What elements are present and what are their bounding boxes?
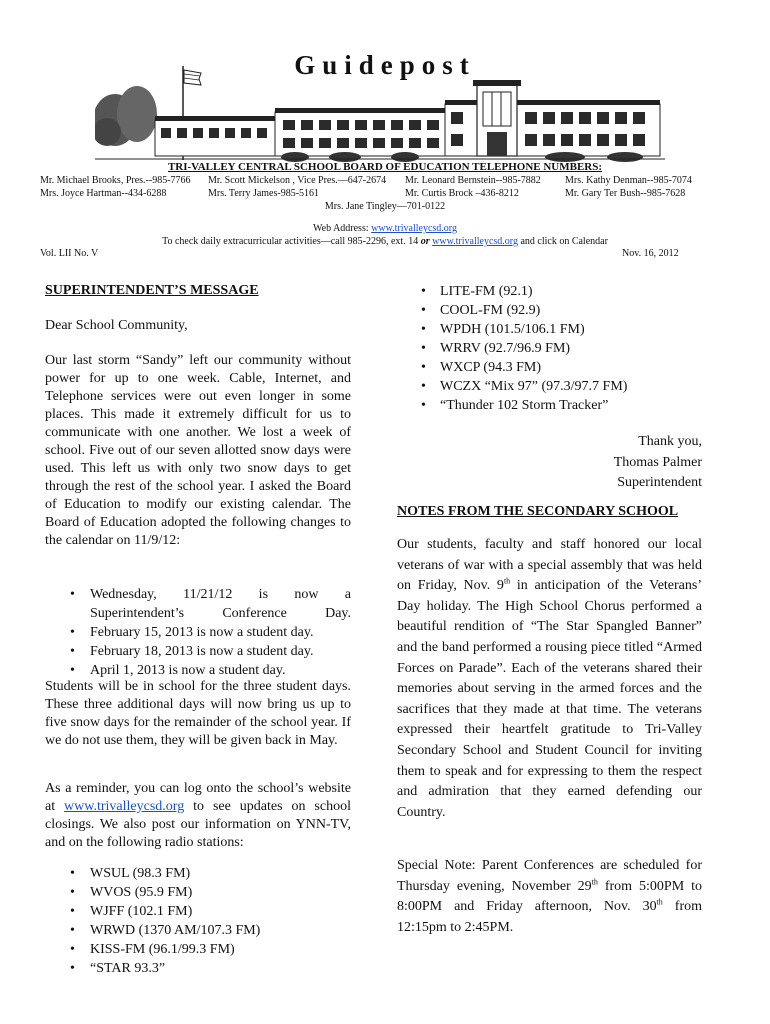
reminder-text-end: to see updates on school closings. We also post our information on YNN-TV, and on the following radio stations: <box>45 799 351 850</box>
radio-stations-list-left <box>45 864 351 978</box>
board-member: Mrs. Jane Tingley—701-0122 <box>324 201 446 212</box>
board-phone-heading: TRI-VALLEY CENTRAL SCHOOL BOARD OF EDUCATION TELEPHONE NUMBERS: <box>167 161 603 173</box>
conference-text-end: from 12:15pm to 2:45PM. <box>397 899 702 935</box>
station-name: WCZX “Mix 97” (97.3/97.7 FM) <box>440 379 628 394</box>
board-member: Mrs. Kathy Denman--985-7074 <box>565 175 692 186</box>
storm-paragraph: Our last storm “Sandy” left our community without power for up to one week. Cable, Internet, and Telephone services were out even longer in some places. This made it extremely difficult for us to communicate with one another. We lost a week of school. Five out of our seven allotted snow days were used. This left us with only two snow days to get through the rest of the school year. I asked the Board of Education to modify our existing calendar. The Board of Education adopted the following changes to the calendar on 11/9/12: <box>45 353 351 548</box>
board-member: Mr. Scott Mickelson , Vice Pres.—647-2674 <box>208 175 387 186</box>
list-item-text: February 15, 2013 is now a student day. <box>90 625 314 640</box>
school-building-with-flag-illustration <box>95 62 665 162</box>
newsletter-title: Guidepost <box>294 50 476 80</box>
ordinal-suffix: th <box>503 576 511 586</box>
conferences-paragraph <box>397 856 702 938</box>
list-item-text: February 18, 2013 is now a student day. <box>90 644 314 659</box>
station-name: “Thunder 102 Storm Tracker” <box>440 398 609 413</box>
website-link[interactable]: www.trivalleycsd.org <box>371 223 457 234</box>
ordinal-suffix: th <box>591 876 598 886</box>
closing: Thank you, <box>638 434 702 449</box>
greeting: Dear School Community, <box>45 318 188 333</box>
station-name: WPDH (101.5/106.1 FM) <box>440 322 585 337</box>
radio-stations-list-right <box>398 282 718 415</box>
snow-days-paragraph: Students will be in school for the three student days. These three additional days will now bring us up to five snow days for the remainder of the school year. If we do not use them, they will be given back in May. <box>45 679 351 748</box>
reminder-paragraph <box>45 780 351 852</box>
veterans-text: Our students, faculty and staff honored our local veterans of war with a special assembly that was held on Friday, Nov. 9 <box>397 537 702 594</box>
list-item-text: April 1, 2013 is now a student day. <box>90 663 286 678</box>
calendar-line <box>0 236 770 247</box>
calendar-suffix: and click on Calendar <box>517 236 608 247</box>
list-item <box>45 940 351 959</box>
board-member: Mr. Michael Brooks, Pres.--985-7766 <box>40 175 191 186</box>
station-name: WJFF (102.1 FM) <box>90 904 193 919</box>
station-name: WXCP (94.3 FM) <box>440 360 541 375</box>
veterans-paragraph <box>397 535 702 823</box>
secondary-school-heading: NOTES FROM THE SECONDARY SCHOOL <box>397 504 679 519</box>
signature-block <box>614 432 702 494</box>
volume-number: Vol. LII No. V <box>40 248 99 259</box>
board-member: Mr. Leonard Bernstein--985-7882 <box>405 175 541 186</box>
list-item <box>45 585 351 623</box>
conference-text-mid: from 5:00PM to 8:00PM and Friday afternoon, Nov. 30 <box>397 878 702 915</box>
calendar-text: To check daily extracurricular activities—call 985-2296, ext. 14 <box>162 236 419 247</box>
station-name: WRWD (1370 AM/107.3 FM) <box>90 923 261 938</box>
list-item <box>45 623 351 642</box>
reminder-website-link[interactable]: www.trivalleycsd.org <box>64 799 185 814</box>
list-item <box>398 358 718 377</box>
superintendent-heading: SUPERINTENDENT’S MESSAGE <box>45 283 259 298</box>
veterans-text-end: in anticipation of the Veterans’ Day holiday. The High School Chorus performed a beautiful rendition of “The Star Spangled Banner” and the band performed a rousing piece titled “Armed Forces on Parade”. Each of the veterans shared their memories about serving in the armed forces and the sacrifices that they made at that time. The veterans expressed their heartfelt gratitude to Tri-Valley Secondary School and Student Council for inviting them to speak and for expressing to them the respect and admiration that they earned defending our Country. <box>397 578 703 820</box>
list-item <box>45 883 351 902</box>
list-item <box>398 282 718 301</box>
list-item <box>398 396 718 415</box>
issue-date: Nov. 16, 2012 <box>622 248 679 259</box>
ordinal-suffix: th <box>656 897 663 907</box>
list-item <box>398 377 718 396</box>
list-item-text: Wednesday, 11/21/12 is now a Superintendent’s Conference Day. <box>90 587 351 621</box>
list-item <box>398 320 718 339</box>
board-member: Mr. Curtis Brock –436-8212 <box>405 188 519 199</box>
station-name: “STAR 93.3” <box>90 961 166 976</box>
list-item <box>45 921 351 940</box>
list-item <box>45 902 351 921</box>
list-item <box>45 642 351 661</box>
list-item <box>45 959 351 978</box>
station-name: WVOS (95.9 FM) <box>90 885 193 900</box>
board-member: Mrs. Terry James-985-5161 <box>208 188 320 199</box>
conference-text: Special Note: Parent Conferences are scheduled for Thursday evening, November 29 <box>397 858 702 894</box>
station-name: KISS-FM (96.1/99.3 FM) <box>90 942 235 957</box>
board-member: Mrs. Joyce Hartman--434-6288 <box>40 188 167 199</box>
list-item <box>398 339 718 358</box>
signer-title: Superintendent <box>617 475 702 490</box>
list-item <box>398 301 718 320</box>
signer-name: Thomas Palmer <box>613 454 702 470</box>
list-item <box>45 864 351 883</box>
reminder-text: As a reminder, you can log onto the school’s website at <box>45 781 351 814</box>
station-name: COOL-FM (92.9) <box>440 303 541 318</box>
web-address-line <box>0 223 770 234</box>
calendar-changes-list <box>45 585 351 680</box>
calendar-website-link[interactable]: www.trivalleycsd.org <box>432 236 518 247</box>
board-member: Mr. Gary Ter Bush--985-7628 <box>565 188 686 199</box>
station-name: LITE-FM (92.1) <box>440 284 533 299</box>
calendar-or: or <box>420 236 430 247</box>
station-name: WRRV (92.7/96.9 FM) <box>440 341 571 356</box>
station-name: WSUL (98.3 FM) <box>90 866 191 881</box>
web-address-label: Web Address: <box>313 223 369 234</box>
